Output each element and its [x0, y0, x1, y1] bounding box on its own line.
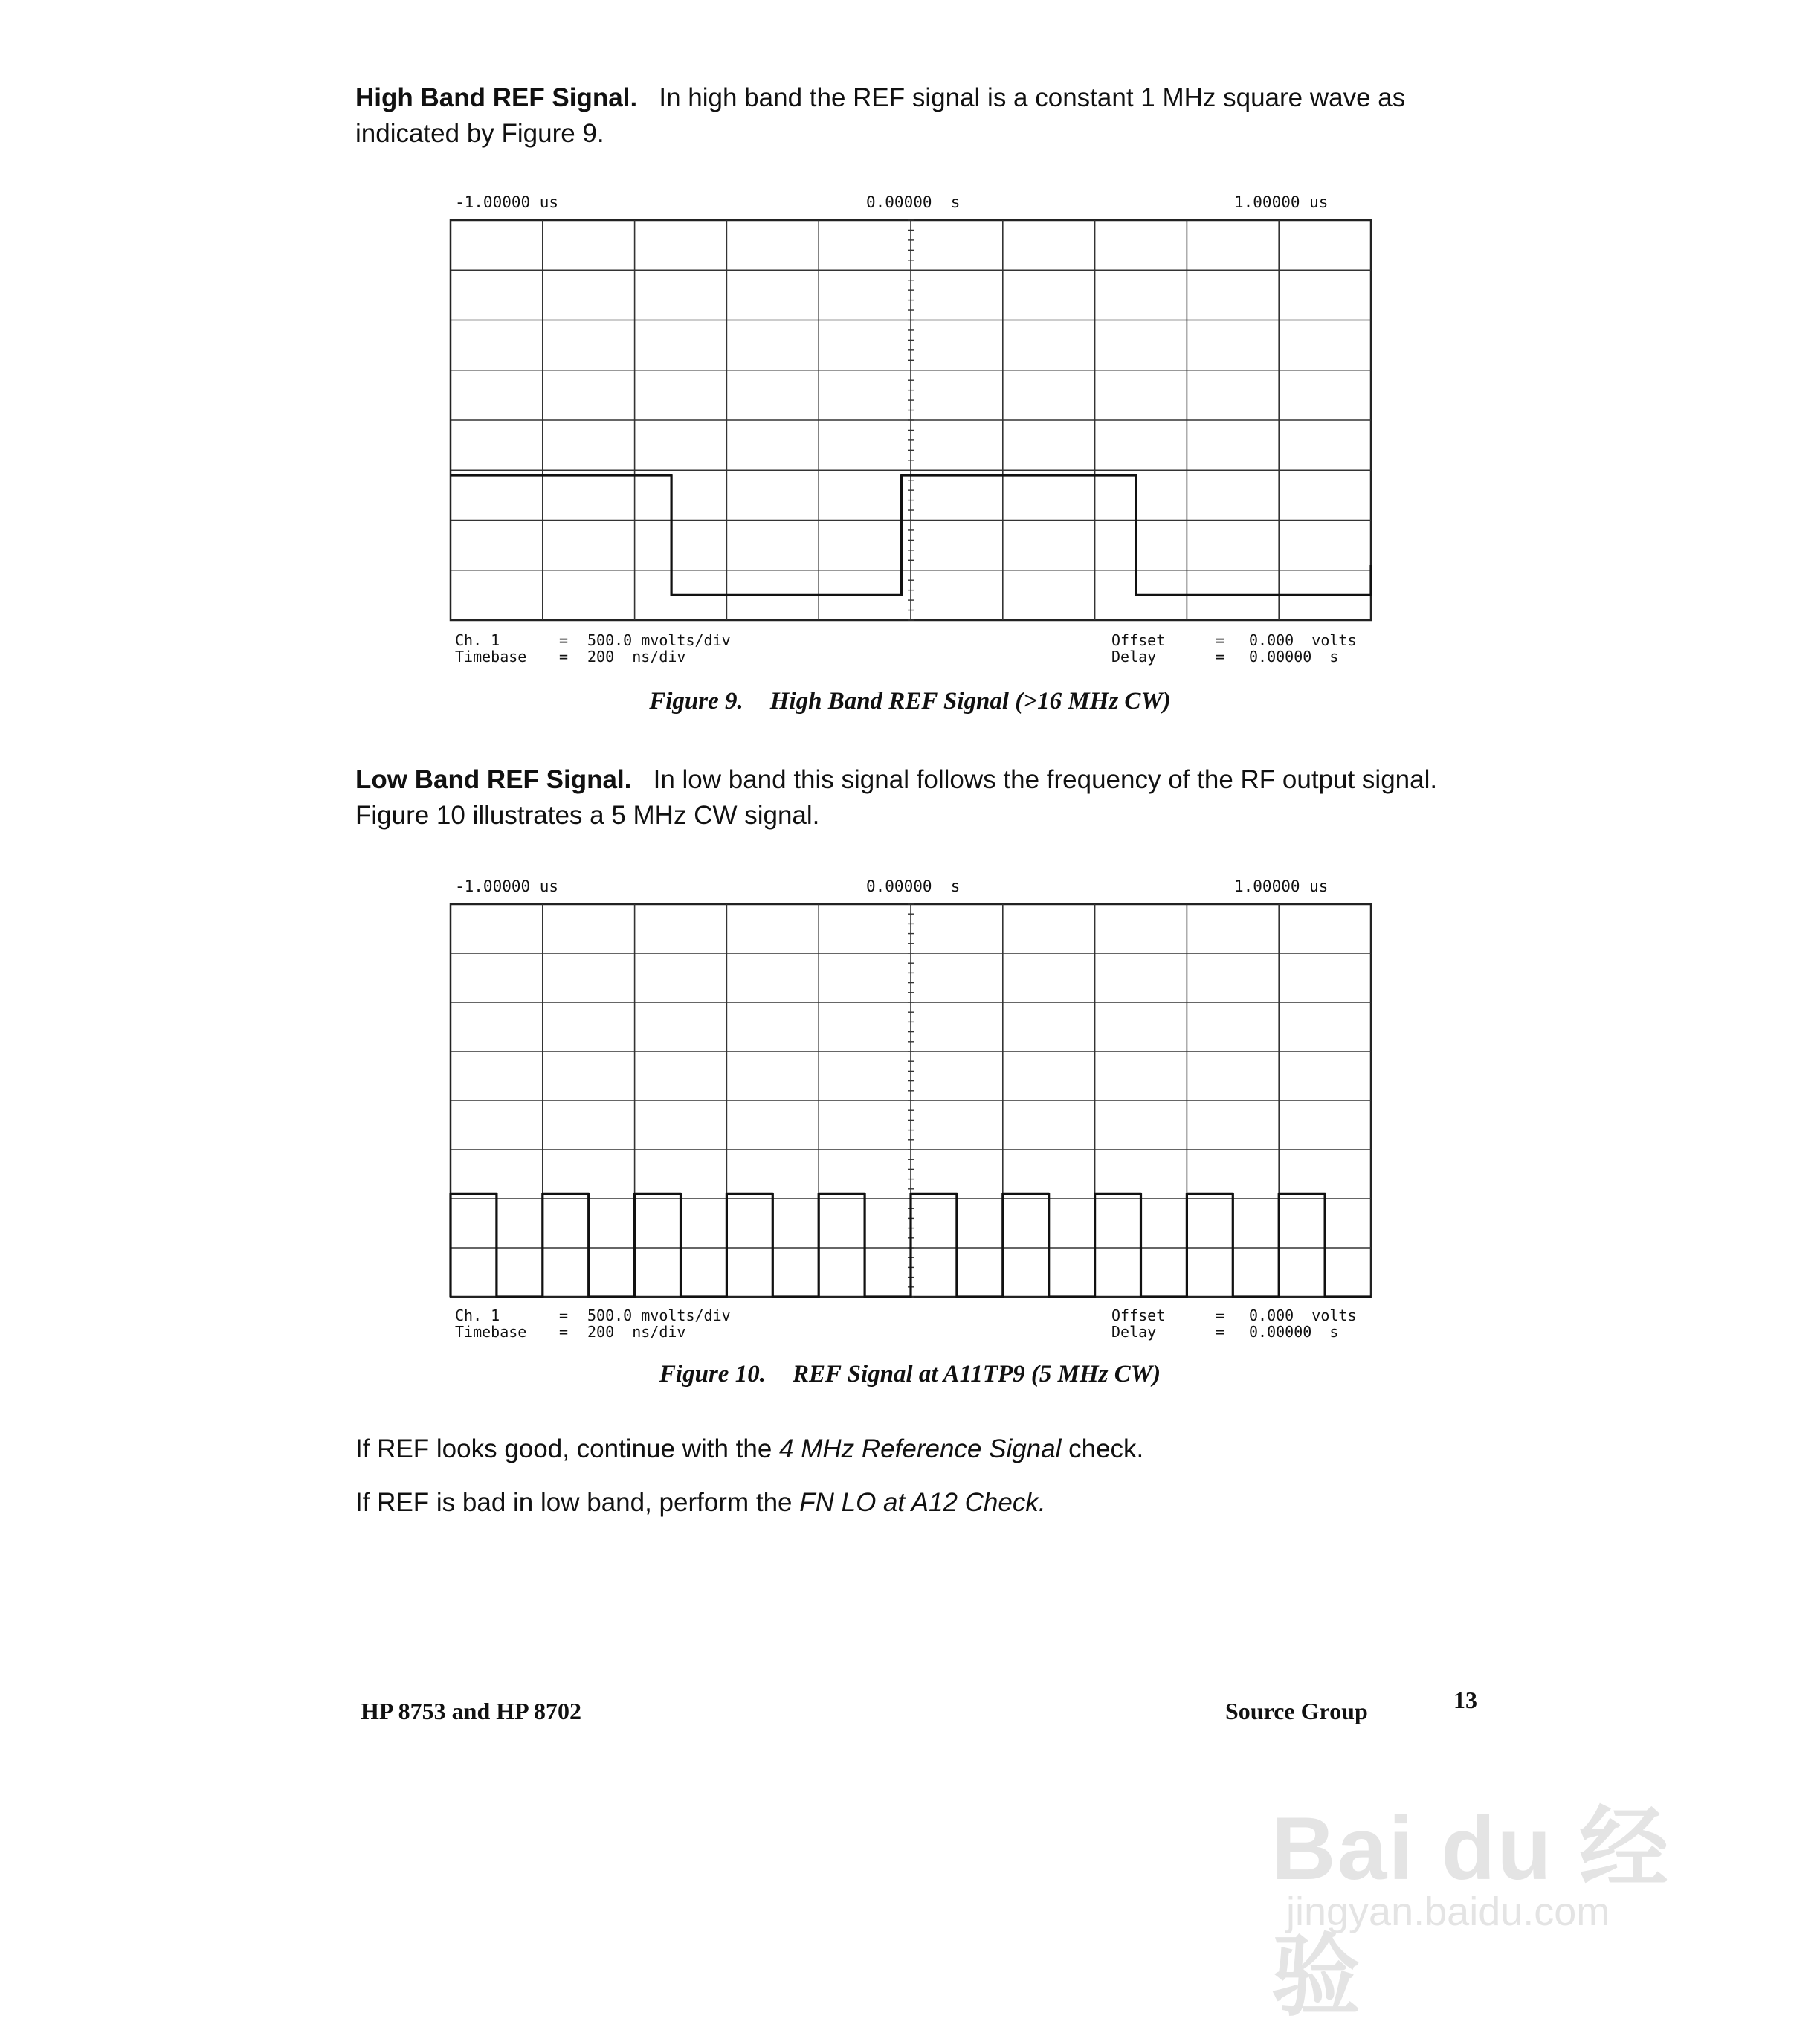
instruction-bad	[355, 1485, 1500, 1521]
figure9-time-center: 0.00000 s	[866, 193, 961, 211]
figure10-offset-value: 0.000 volts	[1249, 1307, 1357, 1324]
figure9-delay-label: Delay	[1111, 648, 1157, 666]
figure10-ch-value: 500.0 mvolts/div	[587, 1307, 731, 1324]
figure10-timebase-value: 200 ns/div	[587, 1323, 686, 1341]
watermark-url: jingyan.baidu.com	[1286, 1889, 1610, 1934]
figure10-caption-label: Figure 10.	[659, 1361, 766, 1388]
figure9-time-axis	[446, 193, 1390, 216]
figure9-scope	[446, 193, 1390, 669]
figure9-offset-label: Offset	[1111, 631, 1166, 649]
figure10-time-left: -1.00000 us	[455, 877, 559, 895]
instruction-good-post: check.	[1061, 1434, 1144, 1463]
footer-section: Source Group	[1225, 1698, 1368, 1724]
section-low-band-heading: Low Band REF Signal.	[355, 765, 632, 794]
figure9-caption	[0, 688, 1820, 715]
instruction-good	[355, 1431, 1500, 1467]
figure10-time-right: 1.00000 us	[1234, 877, 1329, 895]
section-low-band	[355, 762, 1500, 834]
figure10-time-axis	[446, 877, 1390, 900]
figure9-ch-value: 500.0 mvolts/div	[587, 631, 731, 649]
figure10-offset-label: Offset	[1111, 1307, 1166, 1324]
figure9-offset-eq: =	[1216, 631, 1225, 649]
section-high-band-body2: indicated by Figure 9.	[355, 119, 604, 148]
figure9-plot	[446, 216, 1375, 625]
figure10-ch-eq: =	[559, 1307, 569, 1324]
section-high-band-body1: In high band the REF signal is a constant 1 MHz square wave as	[659, 83, 1406, 112]
figure9-time-left: -1.00000 us	[455, 193, 559, 211]
section-high-band-line1	[355, 80, 1500, 116]
figure10-caption	[0, 1361, 1820, 1388]
footer-page-number: 13	[1453, 1686, 1477, 1713]
figure9-settings	[446, 632, 1390, 665]
section-low-band-body1: In low band this signal follows the frequency of the RF output signal.	[653, 765, 1438, 794]
figure9-timebase-value: 200 ns/div	[587, 648, 686, 666]
figure10-delay-value: 0.00000 s	[1249, 1323, 1339, 1341]
baidu-watermark	[1264, 1695, 1680, 2026]
figure9-offset-value: 0.000 volts	[1249, 631, 1357, 649]
figure9-caption-label: Figure 9.	[649, 688, 743, 715]
figure10-plot	[446, 900, 1375, 1301]
footer-product: HP 8753 and HP 8702	[361, 1698, 581, 1724]
figure9-delay-value: 0.00000 s	[1249, 648, 1339, 666]
instruction-good-pre: If REF looks good, continue with the	[355, 1434, 780, 1463]
section-high-band	[355, 80, 1500, 152]
figure10-settings	[446, 1307, 1390, 1340]
figure10-timebase-label: Timebase	[455, 1323, 527, 1341]
figure10-trace	[451, 1193, 1371, 1297]
section-high-band-heading: High Band REF Signal.	[355, 83, 638, 112]
figure10-delay-label: Delay	[1111, 1323, 1157, 1341]
figure10-offset-eq: =	[1216, 1307, 1225, 1324]
instruction-bad-pre: If REF is bad in low band, perform the	[355, 1488, 800, 1517]
section-low-band-line1	[355, 762, 1500, 798]
figure9-timebase-label: Timebase	[455, 648, 527, 666]
figure9-caption-text: High Band REF Signal (>16 MHz CW)	[769, 688, 1171, 715]
figure10-delay-eq: =	[1216, 1323, 1225, 1341]
figure10-scope	[446, 877, 1390, 1346]
section-low-band-body2: Figure 10 illustrates a 5 MHz CW signal.	[355, 801, 820, 830]
watermark-brand: Bai du 经验	[1271, 1799, 1671, 2026]
instruction-good-ref[interactable]: 4 MHz Reference Signal	[779, 1434, 1062, 1463]
figure9-time-right: 1.00000 us	[1234, 193, 1329, 211]
figure9-ch-label: Ch. 1	[455, 631, 500, 649]
figure10-time-center: 0.00000 s	[866, 877, 961, 895]
figure9-timebase-eq: =	[559, 648, 569, 666]
figure10-timebase-eq: =	[559, 1323, 569, 1341]
figure10-caption-text: REF Signal at A11TP9 (5 MHz CW)	[792, 1361, 1161, 1388]
figure9-delay-eq: =	[1216, 648, 1225, 666]
figure10-ch-label: Ch. 1	[455, 1307, 500, 1324]
figure9-ch-eq: =	[559, 631, 569, 649]
instruction-bad-ref[interactable]: FN LO at A12 Check.	[799, 1488, 1046, 1517]
